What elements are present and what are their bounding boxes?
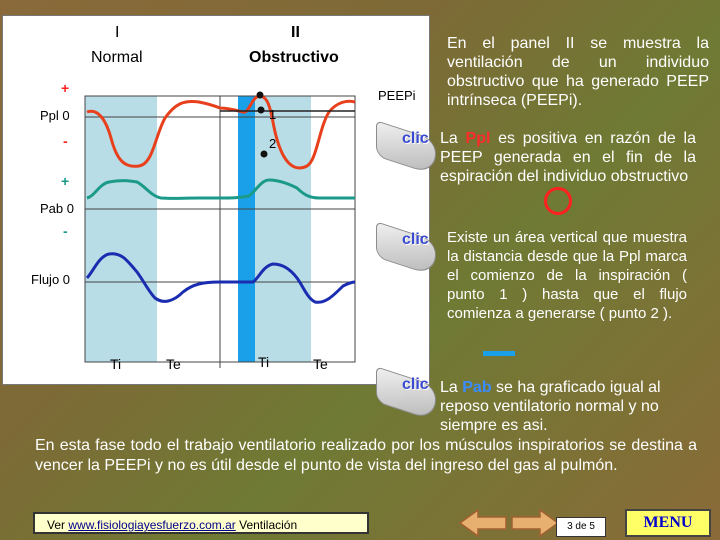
ppl-axis-label: Ppl 0 <box>40 108 70 123</box>
pab-axis-label: Pab 0 <box>40 201 74 216</box>
point-2-label: 2 <box>269 136 277 151</box>
peepi-label: PEEPi <box>378 88 416 103</box>
pab-text: se ha graficado igual al reposo ventilatorio normal y no siempre es asi. <box>440 379 661 434</box>
ppl-plus-label: + <box>61 80 70 96</box>
website-link[interactable]: www.fisiologiayesfuerzo.com.ar <box>68 518 236 532</box>
paragraph-ppl <box>440 129 696 186</box>
shade-ti-normal <box>85 96 157 362</box>
mouse-icon <box>376 120 436 175</box>
ventilation-graph <box>3 16 429 384</box>
pab-keyword: Pab <box>462 379 492 396</box>
footer-suffix: Ventilación <box>235 518 298 532</box>
title-obstructivo: Obstructivo <box>249 49 339 66</box>
point-2-marker <box>261 151 268 158</box>
peepi-highlight-bar <box>238 96 255 362</box>
te-label-normal: Te <box>166 356 181 372</box>
ti-label-obstructive: Ti <box>258 354 270 370</box>
clic-button-1[interactable] <box>376 126 446 168</box>
red-circle-marker <box>544 187 572 215</box>
paragraph-vertical-area: Existe un área vertical que muestra la distancia desde que la Ppl marca el comienzo de la inspiración ( punto 1 ) hasta que el flujo comienza a generarse ( punto 2 ). <box>447 229 687 322</box>
graph-panel <box>2 15 430 385</box>
pab-plus-label: + <box>61 173 70 189</box>
flujo-axis-label: Flujo 0 <box>31 272 71 287</box>
clic-label: clic <box>402 376 429 393</box>
ti-label-normal: Ti <box>110 356 122 372</box>
te-label-obstructive: Te <box>313 356 328 372</box>
page-indicator: 3 de 5 <box>556 517 606 537</box>
title-normal: Normal <box>91 49 143 66</box>
point-1-label: 1 <box>269 107 277 122</box>
ppl-text: es positiva en razón de la PEEP generada en el fin de la espiración del individuo obstructivo <box>440 130 696 185</box>
point-1-marker <box>258 107 265 114</box>
paragraph-pab <box>440 378 696 435</box>
title-roman-II: II <box>291 24 300 41</box>
footer-prefix: Ver <box>47 518 69 532</box>
clic-label: clic <box>402 130 429 147</box>
clic-button-3[interactable] <box>376 372 446 414</box>
blue-bar-marker <box>483 351 515 356</box>
next-arrow-icon[interactable] <box>510 508 560 538</box>
pab-prefix: La <box>440 379 463 396</box>
clic-label: clic <box>402 231 429 248</box>
ppl-prefix: La <box>440 130 466 147</box>
prev-arrow-icon[interactable] <box>458 508 508 538</box>
mouse-icon <box>376 221 436 276</box>
ppl-keyword: Ppl <box>465 130 491 147</box>
paragraph-peepi-intro: En el panel II se muestra la ventilación de un individuo obstructivo que ha generado PEEP intrínseca (PEEPi). <box>447 35 709 109</box>
title-roman-I: I <box>115 24 120 41</box>
clic-button-2[interactable] <box>376 227 446 269</box>
footer-reference <box>33 512 369 534</box>
shade-ti-obstructive <box>255 96 311 362</box>
menu-button[interactable]: MENU <box>625 509 711 537</box>
paragraph-summary: En esta fase todo el trabajo ventilatorio realizado por los músculos inspiratorios se destina a vencer la PEEPi y no es útil desde el punto de vista del ingreso del gas al pulmón. <box>35 437 697 474</box>
point-marker-top <box>257 92 264 99</box>
mouse-icon <box>376 366 436 421</box>
ppl-minus-label: - <box>63 133 68 149</box>
pab-minus-label: - <box>63 223 68 239</box>
